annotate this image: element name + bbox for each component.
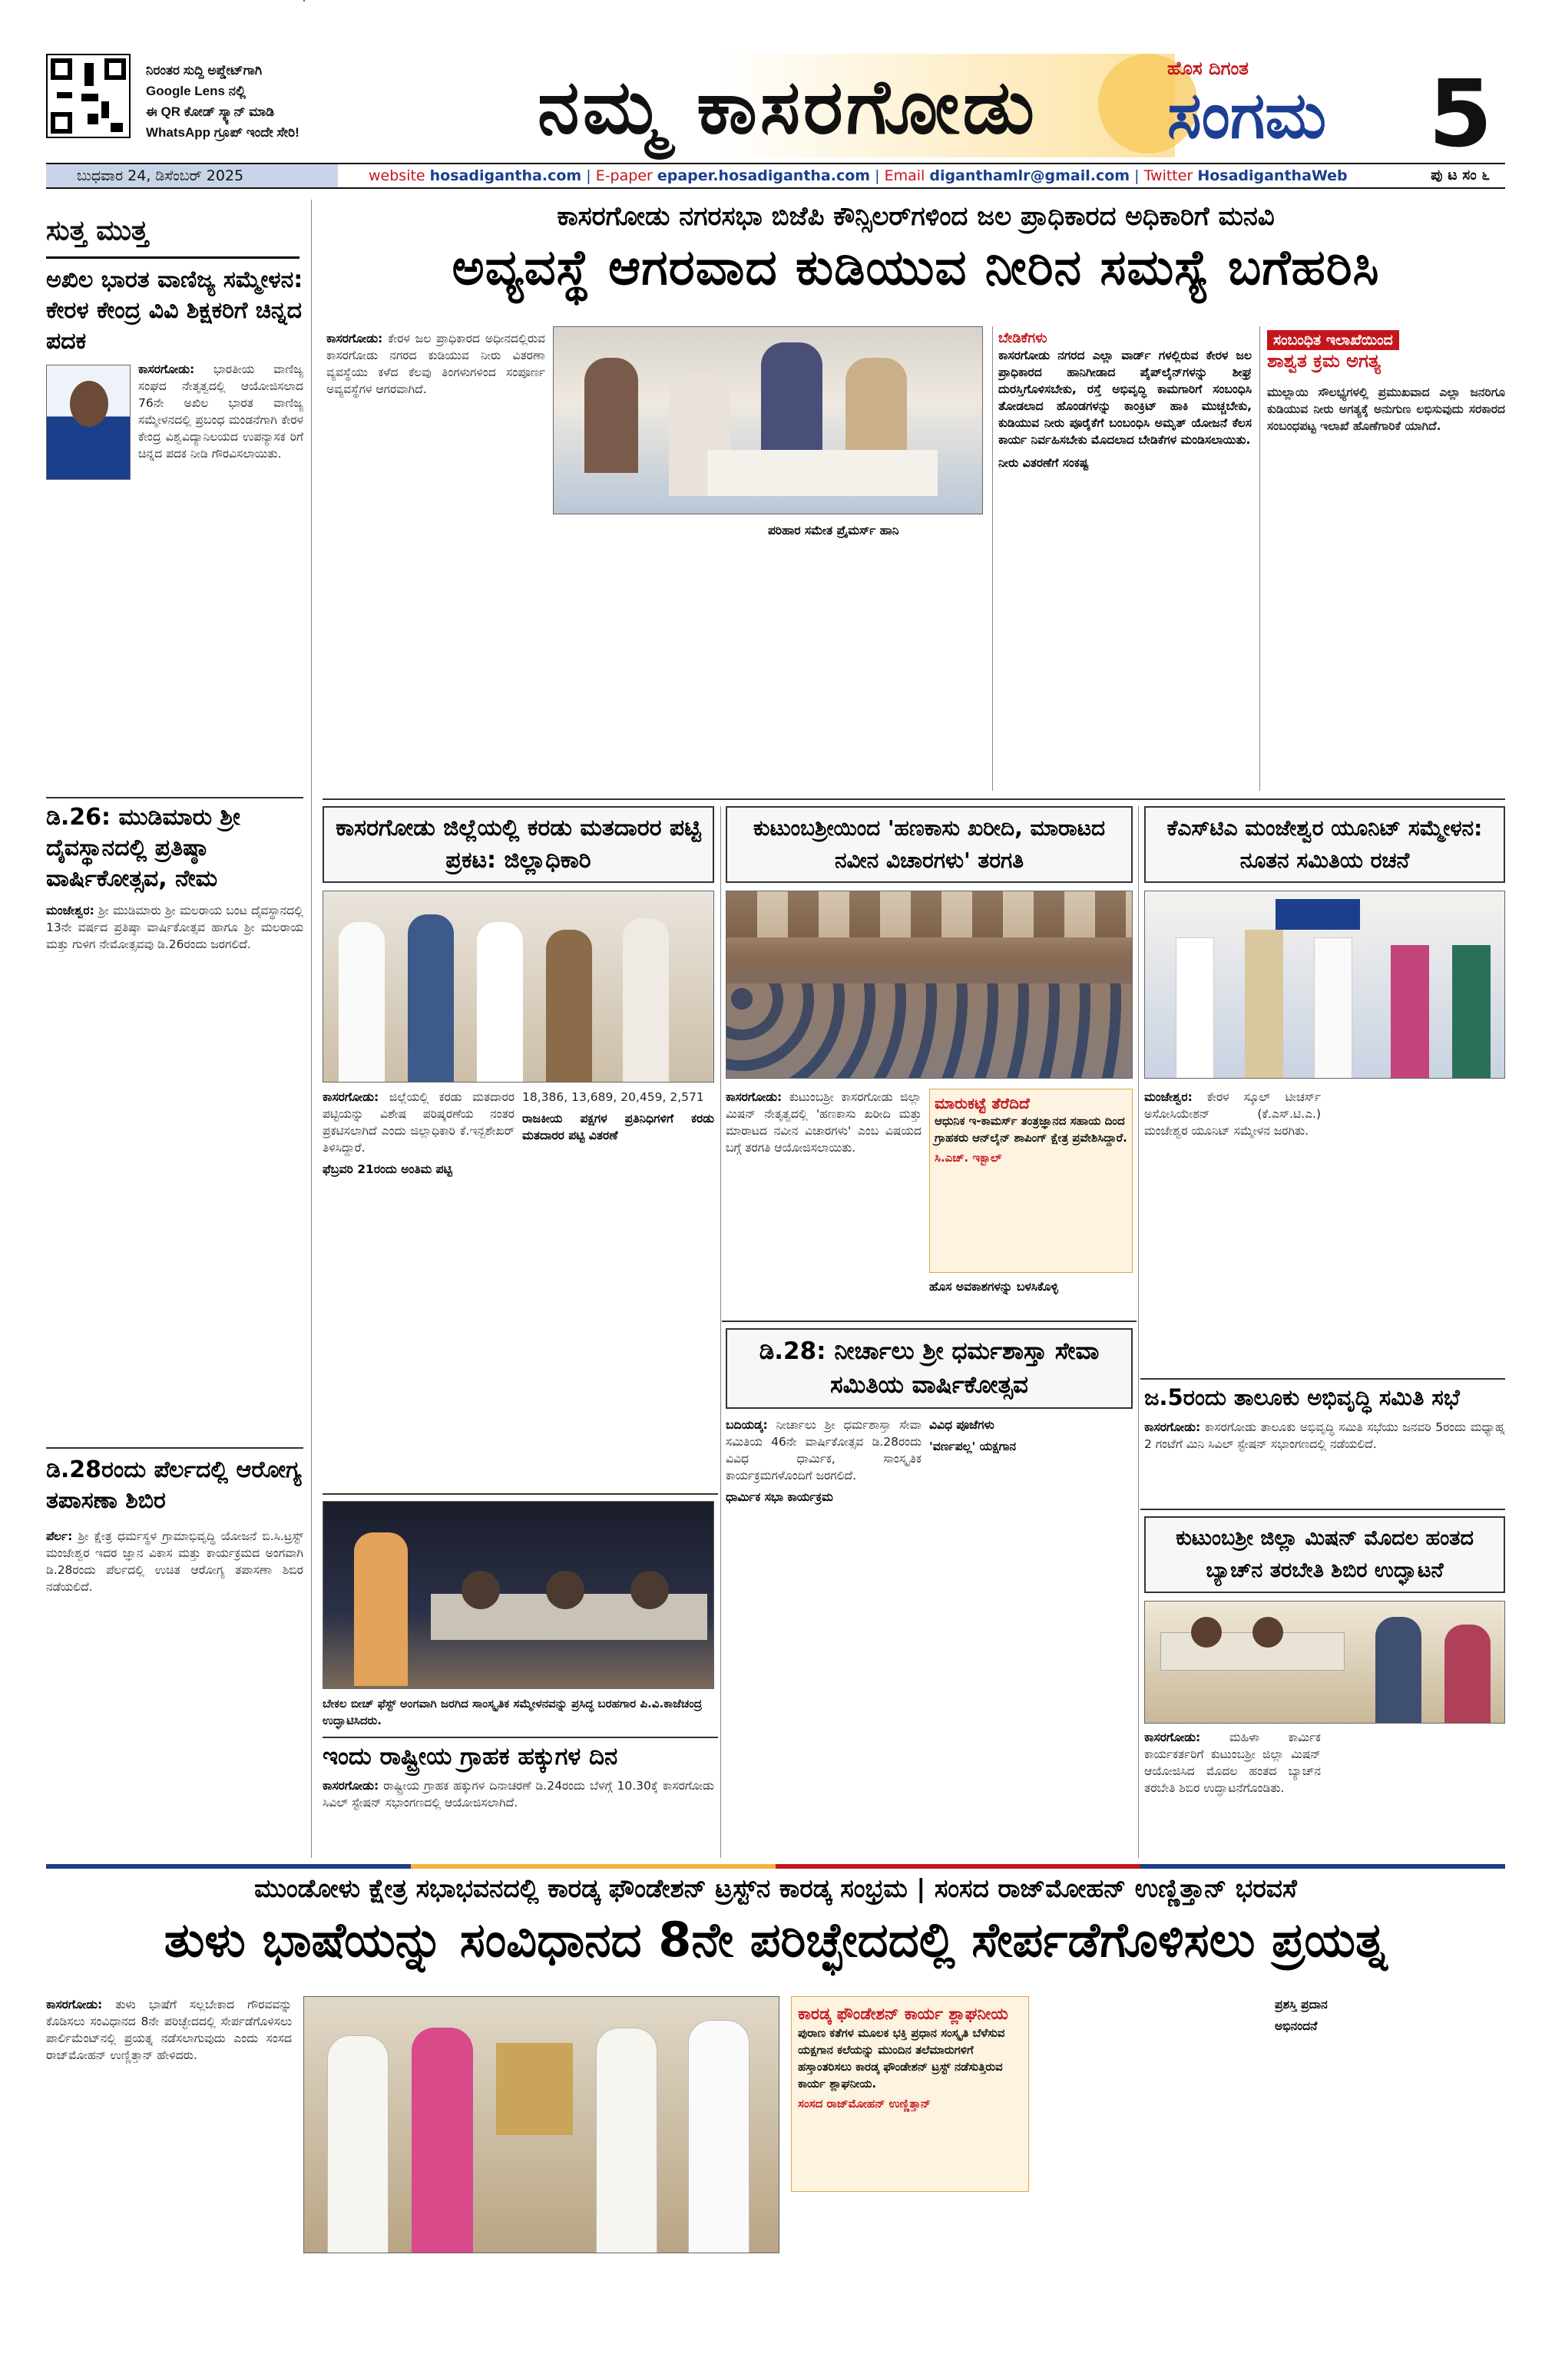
dateline-label: ಕಾಸರಗೋಡು: (46, 1998, 103, 2011)
lead-body-col1 (326, 330, 545, 791)
divider (1140, 1509, 1505, 1510)
story-lead: ಭಾರತೀಯ ವಾಣಿಜ್ಯ ಸಂಘದ ನೇತೃತ್ವದಲ್ಲಿ ಆಯೋಜಿಸಲಾದ 76ನೇ ಅಖಿಲ ಭಾರತ ವಾಣಿಜ್ಯ ಸಮ್ಮೇಳನದಲ್ಲಿ ಪ್ರಬಂಧ ಮಂಡನೆಗಾಗಿ ಕೇರಳ ಕೇಂದ್ರ ವಿಶ್ವವಿದ್ಯಾನಿಲಯದ ಉಪನ್ಯಾಸಕ ರಿಗೆ ಚಿನ್ನದ ಪದಕ ನೀಡಿ ಗೌರವಿಸಲಾಯಿತು. (138, 362, 303, 461)
ballot-body-col2: 18,386, 13,689, 20,459, 2,571 ರಾಜಕೀಯ ಪಕ್ಷಗಳ ಪ್ರತಿನಿಧಿಗಳಿಗೆ ಕರಡು ಮತದಾರರ ಪಟ್ಟಿ ವಿತರಣೆ (522, 1090, 714, 1142)
subhead: ಪ್ರಶಸ್ತಿ ಪ್ರದಾನ (1275, 1998, 1328, 2011)
ballot-photo (323, 891, 714, 1083)
epaper-label: E-paper (595, 167, 653, 184)
divider (323, 1493, 718, 1495)
sidebar-text: ಮುಲ್ಲಾಯಿ ಸೌಲಭ್ಯಗಳಲ್ಲಿ ಪ್ರಮುಖವಾದ ಎಲ್ಲಾ ಜನರಿಗೂ ಕುಡಿಯುವ ನೀರು ಅಗತ್ಯಕ್ಕೆ ಅನುಗುಣ ಲಭಿಸುವುದು ಸರಕಾರದ ಸಂಬಂಧಪಟ್ಟ ಇಲಾಖೆ ಹೊಣೆಗಾರಿಕೆ ಯಾಗಿದೆ. (1267, 385, 1505, 433)
foundation-box-text: ಪುರಾಣ ಕತೆಗಳ ಮೂಲಕ ಭಕ್ತಿ ಪ್ರಧಾನ ಸಂಸ್ಕೃತಿ ಬೆಳೆಸುವ ಯಕ್ಷಗಾನ ಕಲೆಯನ್ನು ಮುಂದಿನ ತಲೆಮಾರುಗಳಿಗೆ ಹಸ್ತಾಂತರಿಸಲು ಕಾರಡ್ಕ ಫೌಂಡೇಶನ್ ಟ್ರಸ್ಟ್ ನಡೆಸುತ್ತಿರುವ ಕಾರ್ಯ ಶ್ಲಾಘನೀಯ. (798, 2026, 1005, 2091)
bottom-headline: ತುಳು ಭಾಷೆಯನ್ನು ಸಂವಿಧಾನದ 8ನೇ ಪರಿಚ್ಛೇದದಲ್ಲಿ ಸೇರ್ಪಡೆಗೊಳಿಸಲು ಪ್ರಯತ್ನ (164, 1912, 1388, 1968)
lead-headline: ಅವ್ಯವಸ್ಥೆ ಆಗರವಾದ ಕುಡಿಯುವ ನೀರಿನ ಸಮಸ್ಯೆ ಬಗೆಹರಿಸಿ (452, 240, 1380, 296)
bottom-body-col6 (1275, 1996, 1505, 2368)
dharmashasta-body-col1 (726, 1416, 922, 1854)
training-headline: ಕುಟುಂಬಶ್ರೀ ಜಿಲ್ಲಾ ಮಿಷನ್ ಮೊದಲ ಹಂತದ ಬ್ಯಾಚ್‌ನ ತರಬೇತಿ ಶಿಬಿರ ಉದ್ಘಾಟನೆ (1176, 1526, 1474, 1582)
dateline-label: ಕಾಸರಗೋಡು: (1144, 1730, 1201, 1744)
email-link[interactable]: diganthamlr@gmail.com (929, 167, 1130, 184)
divider (323, 1737, 718, 1738)
market-box-author: ಸಿ.ಎಚ್. ಇಕ್ಬಾಲ್ (935, 1151, 1002, 1165)
story-lead: ಶ್ರೀ ಮುಡಿಮಾರು ಶ್ರೀ ಮಲರಾಯ ಬಂಟ ದೈವಸ್ಥಾನದಲ್ಲಿ 13ನೇ ವರ್ಷದ ಪ್ರತಿಷ್ಠಾ ವಾರ್ಷಿಕೋತ್ಸವ ಹಾಗೂ ಶ್ರೀ ಮಲರಾಯ ಮತ್ತು ಗುಳಿಗ ನೇಮೋತ್ಸವವು ಡಿ.26ರಂದು ಜರಗಲಿದೆ. (46, 904, 303, 951)
story-lead: ಜಿಲ್ಲೆಯಲ್ಲಿ ಕರಡು ಮತದಾರರ ಪಟ್ಟಿಯನ್ನು ವಿಶೇಷ ಪರಿಷ್ಕರಣೆಯ ನಂತರ ಪ್ರಕಟಿಸಲಾಗಿದೆ ಎಂದು ಜಿಲ್ಲಾಧಿಕಾರಿ ಕೆ.ಇನ್ಬಶೇಖರ್ ತಿಳಿಸಿದ್ದಾರೆ. (323, 1090, 515, 1155)
taluk-body (1144, 1419, 1505, 1503)
subhead: ಧಾರ್ಮಿಕ ಸಭಾ ಕಾರ್ಯಕ್ರಮ (726, 1490, 833, 1504)
market-box-text: ಆಧುನಿಕ ಇ-ಕಾಮರ್ಸ್ ತಂತ್ರಜ್ಞಾನದ ಸಹಾಯ ದಿಂದ ಗ್ರಾಹಕರು ಆನ್‌ಲೈನ್ ಶಾಪಿಂಗ್ ಕ್ಷೇತ್ರ ಪ್ರವೇಶಿಸಿದ್ದಾರೆ. (935, 1114, 1127, 1145)
website-label: website (369, 167, 425, 184)
spacer (303, 0, 305, 2)
consumer-headline: ಇಂದು ರಾಷ್ಟ್ರೀಯ ಗ್ರಾಹಕ ಹಕ್ಕುಗಳ ದಿನ (323, 1743, 618, 1770)
subhead: 'ವರ್ಣಪಲ್ಲ' ಯಕ್ಷಗಾನ (929, 1440, 1017, 1453)
dateline-label: ಬದಿಯಡ್ಕ: (726, 1418, 768, 1432)
divider (722, 1321, 1137, 1322)
divider (46, 797, 303, 798)
dateline-label: ಕಾಸರಗೋಡು: (323, 1779, 379, 1793)
qr-code[interactable] (46, 54, 131, 138)
dateline-label: ಕಾಸರಗೋಡು: (138, 362, 195, 376)
twitter-link[interactable]: HosadiganthaWeb (1197, 167, 1348, 184)
story-lead: ರಾಷ್ಟ್ರೀಯ ಗ್ರಾಹಕ ಹಕ್ಕುಗಳ ದಿನಾಚರಣೆ ಡಿ.24ರಂದು ಬೆಳಗ್ಗೆ 10.30ಕ್ಕೆ ಕಾಸರಗೋಡು ಸಿವಿಲ್ ಸ್ಟೇಷನ್ ಸಭಾಂಗಣದಲ್ಲಿ ಆಯೋಜಿಸಲಾಗಿದೆ. (323, 1779, 714, 1810)
subhead: ಪರಿಹಾರ ಸಮೇತ ಪ್ರೈಮರ್ಸ್ ಹಾನಿ (768, 524, 899, 537)
story-lead: ಮಹಿಳಾ ಕಾರ್ಮಿಕ ಕಾರ್ಯಕರ್ತರಿಗೆ ಕುಟುಂಬಶ್ರೀ ಜಿಲ್ಲಾ ಮಿಷನ್ ಆಯೋಜಿಸಿದ ಮೊದಲ ಹಂತದ ಬ್ಯಾಚ್‌ನ ತರಬೇತಿ ಶಿಬಿರ ಉದ್ಘಾಟನೆಗೊಂಡಿತು. (1144, 1730, 1321, 1795)
bottom-body-col2 (303, 2261, 534, 2368)
subhead: ಅಭಿನಂದನೆ (1275, 2019, 1318, 2033)
story-lead: ಕಾಸರಗೋಡು ತಾಲೂಕು ಅಭಿವೃದ್ಧಿ ಸಮಿತಿ ಸಭೆಯು ಜನವರಿ 5ರಂದು ಮಧ್ಯಾಹ್ನ 2 ಗಂಟೆಗೆ ಮಿನಿ ಸಿವಿಲ್ ಸ್ಟೇಷನ್ ಸಭಾಂಗಣದಲ್ಲಿ ನಡೆಯಲಿದೆ. (1144, 1420, 1505, 1451)
page-title: ನಮ್ಮ ಕಾಸರಗೋಡು (538, 63, 1037, 151)
brand-logo: ಸಂಗಮ (1167, 77, 1327, 153)
bottom-photo (303, 1996, 779, 2253)
event-photo (323, 1501, 714, 1689)
lead-body-col2 (553, 522, 760, 791)
bottom-body-col3 (541, 2261, 779, 2368)
ksta-headline: ಕೆಎಸ್‌ಟಿಎ ಮಂಜೇಶ್ವರ ಯೂನಿಟ್ ಸಮ್ಮೇಳನ: ನೂತನ ಸಮಿತಿಯ ರಚನೆ (1166, 815, 1483, 873)
story-lead: ಶ್ರೀ ಕ್ಷೇತ್ರ ಧರ್ಮಸ್ಥಳ ಗ್ರಾಮಾಭಿವೃದ್ಧಿ ಯೋಜನೆ ಬಿ.ಸಿ.ಟ್ರಸ್ಟ್ ಮಂಜೇಶ್ವರ ಇದರ ಜ್ಞಾನ ವಿಕಾಸ ಮತ್ತು ಕಾರ್ಯಕ್ರಮದ ಅಂಗವಾಗಿ ಡಿ.28ರಂದು ಪೆರ್ಲದಲ್ಲಿ ಉಚಿತ ಆರೋಗ್ಯ ತಪಾಸಣಾ ಶಿಬಿರ ನಡೆಯಲಿದೆ. (46, 1529, 303, 1594)
foundation-box-author: ಸಂಸದ ರಾಜ್‌ಮೋಹನ್ ಉಣ್ಣಿತ್ತಾನ್ (798, 2097, 931, 2111)
issue-date: ಬುಧವಾರ 24, ಡಿಸೆಂಬರ್ 2025 (46, 164, 338, 187)
subhead: ನೀರು ವಿತರಣೆಗೆ ಸಂಕಷ್ಟ (998, 456, 1089, 470)
twitter-label: Twitter (1143, 167, 1193, 184)
demands-title: ಬೇಡಿಕೆಗಳು (998, 330, 1047, 346)
left-story1-body (46, 361, 303, 787)
story-lead: ನೀರ್ಚಾಲು ಶ್ರೀ ಧರ್ಮಶಾಸ್ತಾ ಸೇವಾ ಸಮಿತಿಯ 46ನೇ ವಾರ್ಷಿಕೋತ್ಸವ ಡಿ.28ರಂದು ವಿವಿಧ ಧಾರ್ಮಿಕ, ಸಾಂಸ್ಕೃತಿಕ ಕಾರ್ಯಕ್ರಮಗಳೊಂದಿಗೆ ಜರಗಲಿದೆ. (726, 1418, 922, 1483)
market-box-title: ಮಾರುಕಟ್ಟೆ ತೆರೆದಿದೆ (935, 1094, 1030, 1112)
bottom-body-col5 (1041, 1996, 1263, 2368)
website-link[interactable]: hosadigantha.com (429, 167, 582, 184)
promo-line: ನಿರಂತರ ಸುದ್ದಿ ಅಪ್ಡೇಟ್‌ಗಾಗಿ (146, 63, 263, 78)
training-body-col2 (1329, 1729, 1505, 1856)
dateline-bar (46, 163, 1505, 189)
ballot-body-col1 (323, 1089, 515, 1488)
dharmashasta-headline: ಡಿ.28: ನೀರ್ಚಾಲು ಶ್ರೀ ಧರ್ಮಶಾಸ್ತಾ ಸೇವಾ ಸಮಿತಿಯ ವಾರ್ಷಿಕೋತ್ಸವ (759, 1337, 1100, 1399)
dateline-label: ಮಂಜೇಶ್ವರ: (1144, 1090, 1193, 1104)
lead-photo (553, 326, 983, 514)
dharmashasta-body-col2 (929, 1416, 1133, 1854)
lead-kicker: ಕಾಸರಗೋಡು ನಗರಸಭಾ ಬಿಜೆಪಿ ಕೌನ್ಸಿಲರ್‌ಗಳಿಂದ ಜಲ ಪ್ರಾಧಿಕಾರದ ಅಧಿಕಾರಿಗೆ ಮನವಿ (557, 201, 1275, 232)
bottom-kicker: ಮುಂಡೋಳು ಕ್ಷೇತ್ರ ಸಭಾಭವನದಲ್ಲಿ ಕಾರಡ್ಕ ಫೌಂಡೇಶನ್ ಟ್ರಸ್ಟ್‌ನ ಕಾರಡ್ಕ ಸಂಭ್ರಮ | ಸಂಸದ ರಾಜ್‌ಮೋಹನ್ ಉಣ್ಣಿತ್ತಾನ್ ಭರವಸೆ (254, 1873, 1297, 1903)
left-story3-title: ಡಿ.28ರಂದು ಪೆರ್ಲದಲ್ಲಿ ಆರೋಗ್ಯ ತಪಾಸಣಾ ಶಿಬಿರ (46, 1456, 302, 1514)
ksta-body-col2 (1329, 1089, 1505, 1373)
story-lead: ಕುಟುಂಬಶ್ರೀ ಕಾಸರಗೋಡು ಜಿಲ್ಲಾ ಮಿಷನ್ ನೇತೃತ್ವದಲ್ಲಿ 'ಹಣಕಾಸು ಖರೀದಿ ಮತ್ತು ಮಾರಾಟದ ನವೀನ ವಿಚಾರಗಳು' ಎಂಬ ವಿಷಯದ ಬಗ್ಗೆ ತರಗತಿ ಆಯೋಜಿಸಲಾಯಿತು. (726, 1090, 922, 1155)
left-story2-body (46, 902, 303, 1436)
subhead: ಹೊಸ ಅವಕಾಶಗಳನ್ನು ಬಳಸಿಕೊಳ್ಳಿ (929, 1280, 1058, 1294)
training-body-col1 (1144, 1729, 1321, 1856)
column-rule (992, 326, 993, 791)
event-caption: ಬೇಕಲ ಬೀಚ್ ಫೆಸ್ಟ್ ಅಂಗವಾಗಿ ಜರಗಿದ ಸಾಂಸ್ಕೃತಿಕ ಸಮ್ಮೇಳನವನ್ನು ಪ್ರಸಿದ್ಧ ಬರಹಗಾರ ಪಿ.ವಿ.ಕಾಜೆಚಂದ್ರ ಉದ್ಘಾಟಿಸಿದರು. (323, 1697, 703, 1727)
page-number: 5 (1428, 61, 1493, 168)
whatsapp-promo (146, 60, 399, 143)
ksta-body-col1 (1144, 1089, 1321, 1373)
section-header (46, 203, 299, 259)
brand-logo-small: ಹೊಸ ದಿಗಂತ (1167, 58, 1249, 79)
section-title: ಸುತ್ತ ಮುತ್ತ (46, 215, 149, 246)
left-story2-title: ಡಿ.26: ಮುಡಿಮಾರು ಶ್ರೀ ದೈವಸ್ಥಾನದಲ್ಲಿ ಪ್ರತಿಷ್ಠಾ ವಾರ್ಷಿಕೋತ್ಸವ, ನೇಮ (46, 804, 240, 892)
column-rule (1138, 806, 1139, 1858)
dateline-label: ಕಾಸರಗೋಡು: (323, 1090, 379, 1104)
stat-value: 20,459 (620, 1090, 663, 1104)
stat-value: 13,689 (571, 1090, 614, 1104)
dateline-label: ಕಾಸರಗೋಡು: (726, 1090, 783, 1104)
divider (323, 798, 1505, 800)
dateline-label: ಪೆರ್ಲ: (46, 1529, 73, 1543)
stat-value: 18,386 (522, 1090, 564, 1104)
stat-value: 2,571 (670, 1090, 704, 1104)
divider (1140, 1378, 1505, 1380)
dateline-label: ಮಂಜೇಶ್ವರ: (46, 904, 94, 917)
left-story1-title: ಅಖಿಲ ಭಾರತ ವಾಣಿಜ್ಯ ಸಮ್ಮೇಳನ: ಕೇರಳ ಕೇಂದ್ರ ವಿವಿ ಶಿಕ್ಷಕರಿಗೆ ಚಿನ್ನದ ಪದಕ (46, 266, 303, 355)
foundation-box (791, 1996, 1029, 2192)
contact-links: website hosadigantha.com | E-paper epaper.hosadigantha.com | Email diganthamlr@gmail.com | Twitter HosadiganthaWeb (369, 167, 1348, 184)
story-lead: ತುಳು ಭಾಷೆಗೆ ಸಲ್ಲಬೇಕಾದ ಗೌರವವನ್ನು ಕೊಡಿಸಲು ಸಂವಿಧಾನದ 8ನೇ ಪರಿಚ್ಛೇದದಲ್ಲಿ ಸೇರ್ಪಡೆಗೊಳಿಸಲು ಪಾರ್ಲಿಮೆಂಟ್‌ನಲ್ಲಿ ಪ್ರಯತ್ನ ನಡೆಸಲಾಗುವುದು ಎಂದು ಸಂಸದ ರಾಜ್‌ಮೋಹನ್ ಉಣ್ಣಿತ್ತಾನ್ ಹೇಳಿದರು. (46, 1998, 292, 2062)
sidebar-body (1267, 384, 1505, 791)
subhead: ರಾಜಕೀಯ ಪಕ್ಷಗಳ ಪ್ರತಿನಿಧಿಗಳಿಗೆ ಕರಡು ಮತದಾರರ ಪಟ್ಟಿ ವಿತರಣೆ (522, 1112, 714, 1142)
subhead: ಫೆಬ್ರವರಿ 21ರಂದು ಅಂತಿಮ ಪಟ್ಟಿ (323, 1162, 452, 1176)
page-code: ಪು ಟ ಸಂ ೬ (1431, 167, 1490, 183)
column-rule (1259, 326, 1260, 791)
divider (46, 1864, 1505, 1869)
divider (46, 1447, 303, 1449)
bottom-body-col1 (46, 1996, 292, 2365)
bottom-body-col4 (791, 2200, 1029, 2368)
column-rule (311, 200, 312, 1858)
demands-text: ಕಾಸರಗೋಡು ನಗರದ ಎಲ್ಲಾ ವಾರ್ಡ್ ಗಳಲ್ಲಿರುವ ಕೇರಳ ಜಲ ಪ್ರಾಧಿಕಾರದ ಹಾನಿಗೀಡಾದ ಪೈಪ್‌ಲೈನ್‌ಗಳನ್ನು ಶೀಘ್ರ ದುರಸ್ತಿಗೊಳಿಸಬೇಕು, ರಸ್ತೆ ಅಭಿವೃದ್ಧಿ ಕಾಮಗಾರಿಗೆ ಸಂಬಂಧಿಸಿ ತೋಡಲಾದ ಹೊಂಡಗಳನ್ನು ಕಾಂಕ್ರಿಟ್ ಹಾಕಿ ಮುಚ್ಚಬೇಕು, ಕುಡಿಯುವ ನೀರು ಪೂರೈಕೆಗೆ ಬಂಬಂಧಿಸಿ ಅಮೃತ್ ಯೋಜನೆ ಕೆಲಸ ಕಾರ್ಯ ನಿರ್ವಹಿಸಬೇಕು ಮೊದಲಾದ ಬೇಡಿಕೆಗಳ ಮಂಡಿಸಲಾಯಿತು. (998, 349, 1252, 447)
kudumbashree-photo (726, 891, 1133, 1079)
column-rule (720, 806, 721, 1858)
taluk-headline: ಜ.5ರಂದು ತಾಲೂಕು ಅಭಿವೃದ್ಧಿ ಸಮಿತಿ ಸಭೆ (1144, 1384, 1460, 1410)
left-story3-body (46, 1528, 303, 1850)
training-photo (1144, 1601, 1505, 1724)
ksta-photo (1144, 891, 1505, 1079)
subhead: ವಿವಿಧ ಪೂಜೆಗಳು (929, 1418, 994, 1432)
market-box (929, 1089, 1133, 1273)
sidebar-kicker: ಸಂಬಂಧಿತ ಇಲಾಖೆಯಿಂದ (1267, 330, 1399, 350)
epaper-link[interactable]: epaper.hosadigantha.com (657, 167, 871, 184)
sidebar-title: ಶಾಶ್ವತ ಕ್ರಮ ಅಗತ್ಯ (1267, 350, 1381, 372)
foundation-box-title: ಕಾರಡ್ಕ ಫೌಂಡೇಶನ್ ಕಾರ್ಯ ಶ್ಲಾಘನೀಯ (798, 2005, 1008, 2023)
demands-box (998, 330, 1252, 791)
story-lead: ಕೇರಳ ಸ್ಕೂಲ್ ಟೀಚರ್ಸ್ ಅಸೋಸಿಯೇಶನ್ (ಕೆ.ಎಸ್.ಟಿ.ಎ.) ಮಂಜೇಶ್ವರ ಯೂನಿಟ್ ಸಮ್ಮೇಳನ ಜರಗಿತು. (1144, 1090, 1321, 1138)
email-label: Email (884, 167, 925, 184)
sidebar-head (1267, 330, 1505, 376)
story-lead: ಕೇರಳ ಜಲ ಪ್ರಾಧಿಕಾರದ ಅಧೀನದಲ್ಲಿರುವ ಕಾಸರಗೋಡು ನಗರದ ಕುಡಿಯುವ ನೀರು ವಿತರಣಾ ವ್ಯವಸ್ಥೆಯು ಕಳೆದ ಕೆಲವು ತಿಂಗಳುಗಳಿಂದ ಸಂಪೂರ್ಣ ಅವ್ಯವಸ್ಥೆಗಳ ಆಗರವಾಗಿದೆ. (326, 332, 545, 396)
dateline-label: ಕಾಸರಗೋಡು: (1144, 1420, 1201, 1434)
promo-line: Google Lens ನಲ್ಲಿ (146, 84, 246, 98)
masthead (46, 54, 1505, 168)
ballot-headline: ಕಾಸರಗೋಡು ಜಿಲ್ಲೆಯಲ್ಲಿ ಕರಡು ಮತದಾರರ ಪಟ್ಟಿ ಪ್ರಕಟ: ಜಿಲ್ಲಾಧಿಕಾರಿ (336, 815, 701, 874)
consumer-body (323, 1777, 714, 1854)
promo-line: ಈ QR ಕೋಡ್ ಸ್ಕ್ಯಾನ್ ಮಾಡಿ (146, 104, 275, 119)
kudumbashree-headline: ಕುಟುಂಬಶ್ರೀಯಿಂದ 'ಹಣಕಾಸು ಖರೀದಿ, ಮಾರಾಟದ ನವೀನ ವಿಚಾರಗಳು' ತರಗತಿ (753, 815, 1106, 873)
promo-line: WhatsApp ಗ್ರೂಪ್ ಇಂದೇ ಸೇರಿ! (146, 125, 299, 140)
dateline-label: ಕಾಸರಗೋಡು: (326, 332, 383, 345)
lead-body-col3 (768, 522, 983, 791)
